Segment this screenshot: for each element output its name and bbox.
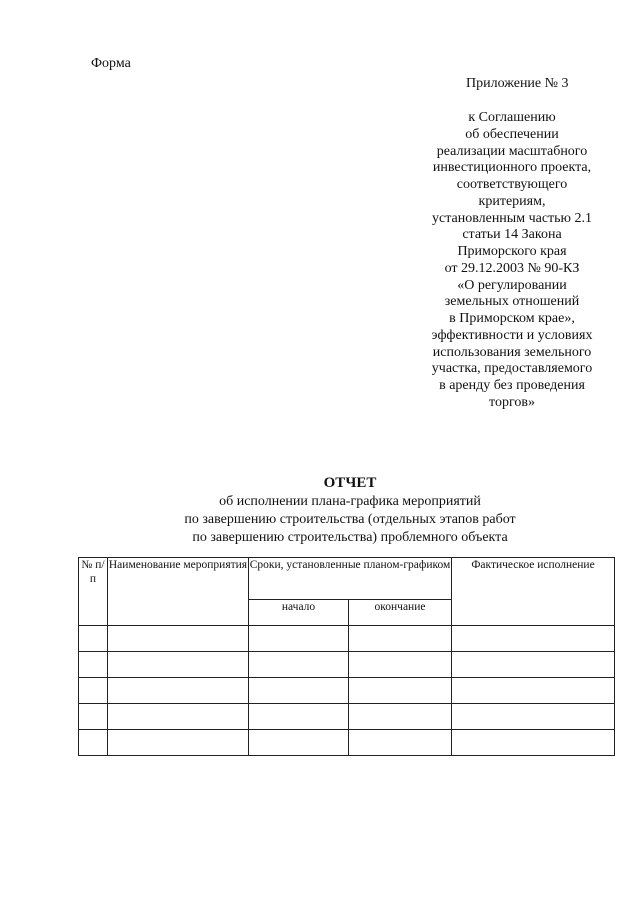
table-cell [452, 626, 615, 652]
appendix-line: к Соглашению [468, 110, 556, 125]
table-cell [349, 626, 452, 652]
appendix-line: участка, предоставляемого [431, 361, 593, 377]
table-row [79, 652, 615, 678]
appendix-line: установленным частью 2.1 [431, 210, 592, 226]
appendix-line: Приморского края [457, 244, 567, 259]
table-cell [452, 704, 615, 730]
report-subtitle-line: по завершению строительства (отдельных этапов работ [184, 512, 516, 527]
report-subtitle [0, 493, 640, 547]
table-cell [79, 626, 108, 652]
column-header-number: № п/п [79, 558, 108, 626]
table-cell [349, 704, 452, 730]
appendix-line: торгов» [489, 394, 535, 410]
report-subtitle-line: об исполнении плана-графика мероприятий [219, 494, 481, 509]
table-cell [349, 678, 452, 704]
table-cell [349, 730, 452, 756]
table-cell [249, 730, 349, 756]
appendix-line: реализации масштабного [436, 143, 588, 159]
report-table [78, 557, 615, 756]
appendix-line: использования земельного [432, 344, 592, 360]
column-header-start: начало [249, 600, 349, 626]
table-row [79, 626, 615, 652]
appendix-line: в Приморском крае», [449, 311, 575, 326]
table-cell [452, 678, 615, 704]
table-cell [108, 652, 249, 678]
table-cell [79, 678, 108, 704]
column-header-actual: Фактическое исполнение [452, 558, 615, 626]
table-cell [108, 678, 249, 704]
table-cell [249, 626, 349, 652]
table-cell [79, 730, 108, 756]
table-cell [452, 652, 615, 678]
appendix-number: Приложение № 3 [466, 76, 569, 91]
appendix-line: от 29.12.2003 № 90-КЗ [444, 260, 580, 276]
appendix-line: «О регулировании [457, 277, 567, 293]
report-subtitle-line: по завершению строительства) проблемного объекта [192, 530, 508, 545]
table-cell [79, 704, 108, 730]
table-cell [108, 626, 249, 652]
report-title: ОТЧЕТ [323, 475, 377, 491]
table-row [79, 704, 615, 730]
table-cell [349, 652, 452, 678]
table-cell [108, 704, 249, 730]
appendix-line: об обеспечении [465, 126, 559, 142]
column-header-name: Наименование мероприятия [108, 558, 249, 626]
appendix-line: соответствующего [456, 177, 568, 192]
appendix-line: в аренду без проведения [439, 378, 585, 393]
appendix-line: инвестиционного проекта, [432, 160, 592, 176]
column-header-terms: Сроки, установленные планом-графиком [249, 558, 452, 600]
form-label: Форма [91, 56, 131, 71]
appendix-line: статьи 14 Закона [462, 227, 562, 243]
table-cell [249, 678, 349, 704]
table-row [79, 730, 615, 756]
table-cell [249, 704, 349, 730]
appendix-reference [412, 110, 612, 412]
table-cell [108, 730, 249, 756]
table-cell [452, 730, 615, 756]
table-row [79, 678, 615, 704]
column-header-end: окончание [349, 600, 452, 626]
table-body [79, 626, 615, 756]
appendix-line: критериям, [478, 193, 546, 209]
appendix-line: эффективности и условиях [431, 327, 593, 343]
table-cell [249, 652, 349, 678]
table-cell [79, 652, 108, 678]
appendix-line: земельных отношений [444, 294, 580, 310]
